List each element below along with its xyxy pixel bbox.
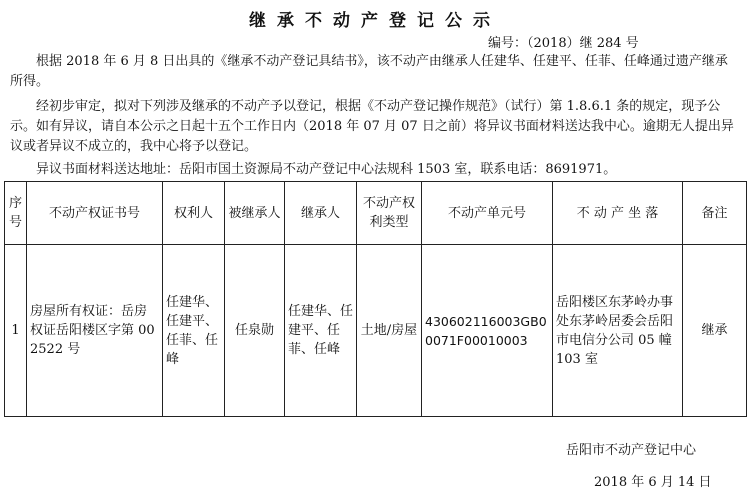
paragraph-review-notice: 经初步审定，拟对下列涉及继承的不动产予以登记，根据《不动产登记操作规范》（试行）第 1.8.6.1 条的规定，现予公示。如有异议，请自本公示之日起十五个工作日内（2018 年 07 月 07 日之前）将异议书面材料送达我中心。逾期无人提出异议或者异议不成立的，我中心将予以登记。 — [10, 99, 734, 154]
cell-heir: 任建华、任建平、任菲、任峰 — [285, 245, 357, 417]
header-decedent: 被继承人 — [225, 182, 285, 245]
document-number: 编号：（2018）继 284 号 — [488, 36, 639, 51]
paragraph-objection-address: 异议书面材料送达地址：岳阳市国土资源局不动产登记中心法规科 1503 室，联系电话：8691971。 — [36, 162, 617, 177]
header-unit-no: 不动产单元号 — [422, 182, 553, 245]
property-table — [4, 181, 747, 417]
header-heir: 继承人 — [285, 182, 357, 245]
header-right-type: 不动产权利类型 — [357, 182, 422, 245]
header-location: 不 动 产 坐 落 — [553, 182, 683, 245]
paragraph-inheritance-basis: 根据 2018 年 6 月 8 日出具的《继承不动产登记具结书》，该不动产由继承人任建华、任建平、任菲、任峰通过遗产继承所得。 — [10, 54, 728, 89]
cell-unit-no: 430602116003GB00071F00010003 — [422, 245, 553, 417]
cell-decedent: 任泉勋 — [225, 245, 285, 417]
document-title: 继承不动产登记公示 — [249, 11, 501, 31]
cell-cert-no: 房屋所有权证：岳房权证岳阳楼区字第 002522 号 — [27, 245, 163, 417]
issue-date: 2018 年 6 月 14 日 — [594, 475, 712, 490]
header-right-holder: 权利人 — [163, 182, 225, 245]
table-row — [5, 245, 747, 417]
cell-right-holder: 任建华、任建平、任菲、任峰 — [163, 245, 225, 417]
cell-right-type: 土地/房屋 — [357, 245, 422, 417]
issuer-signature: 岳阳市不动产登记中心 — [566, 443, 697, 458]
header-remark: 备注 — [683, 182, 747, 245]
table-header-row — [5, 182, 747, 245]
header-cert-no: 不动产权证书号 — [27, 182, 163, 245]
cell-location: 岳阳楼区东茅岭办事处东茅岭居委会岳阳市电信分公司 05 幢 103 室 — [553, 245, 683, 417]
header-seq: 序号 — [5, 182, 27, 245]
cell-remark: 继承 — [683, 245, 747, 417]
cell-seq: 1 — [5, 245, 27, 417]
